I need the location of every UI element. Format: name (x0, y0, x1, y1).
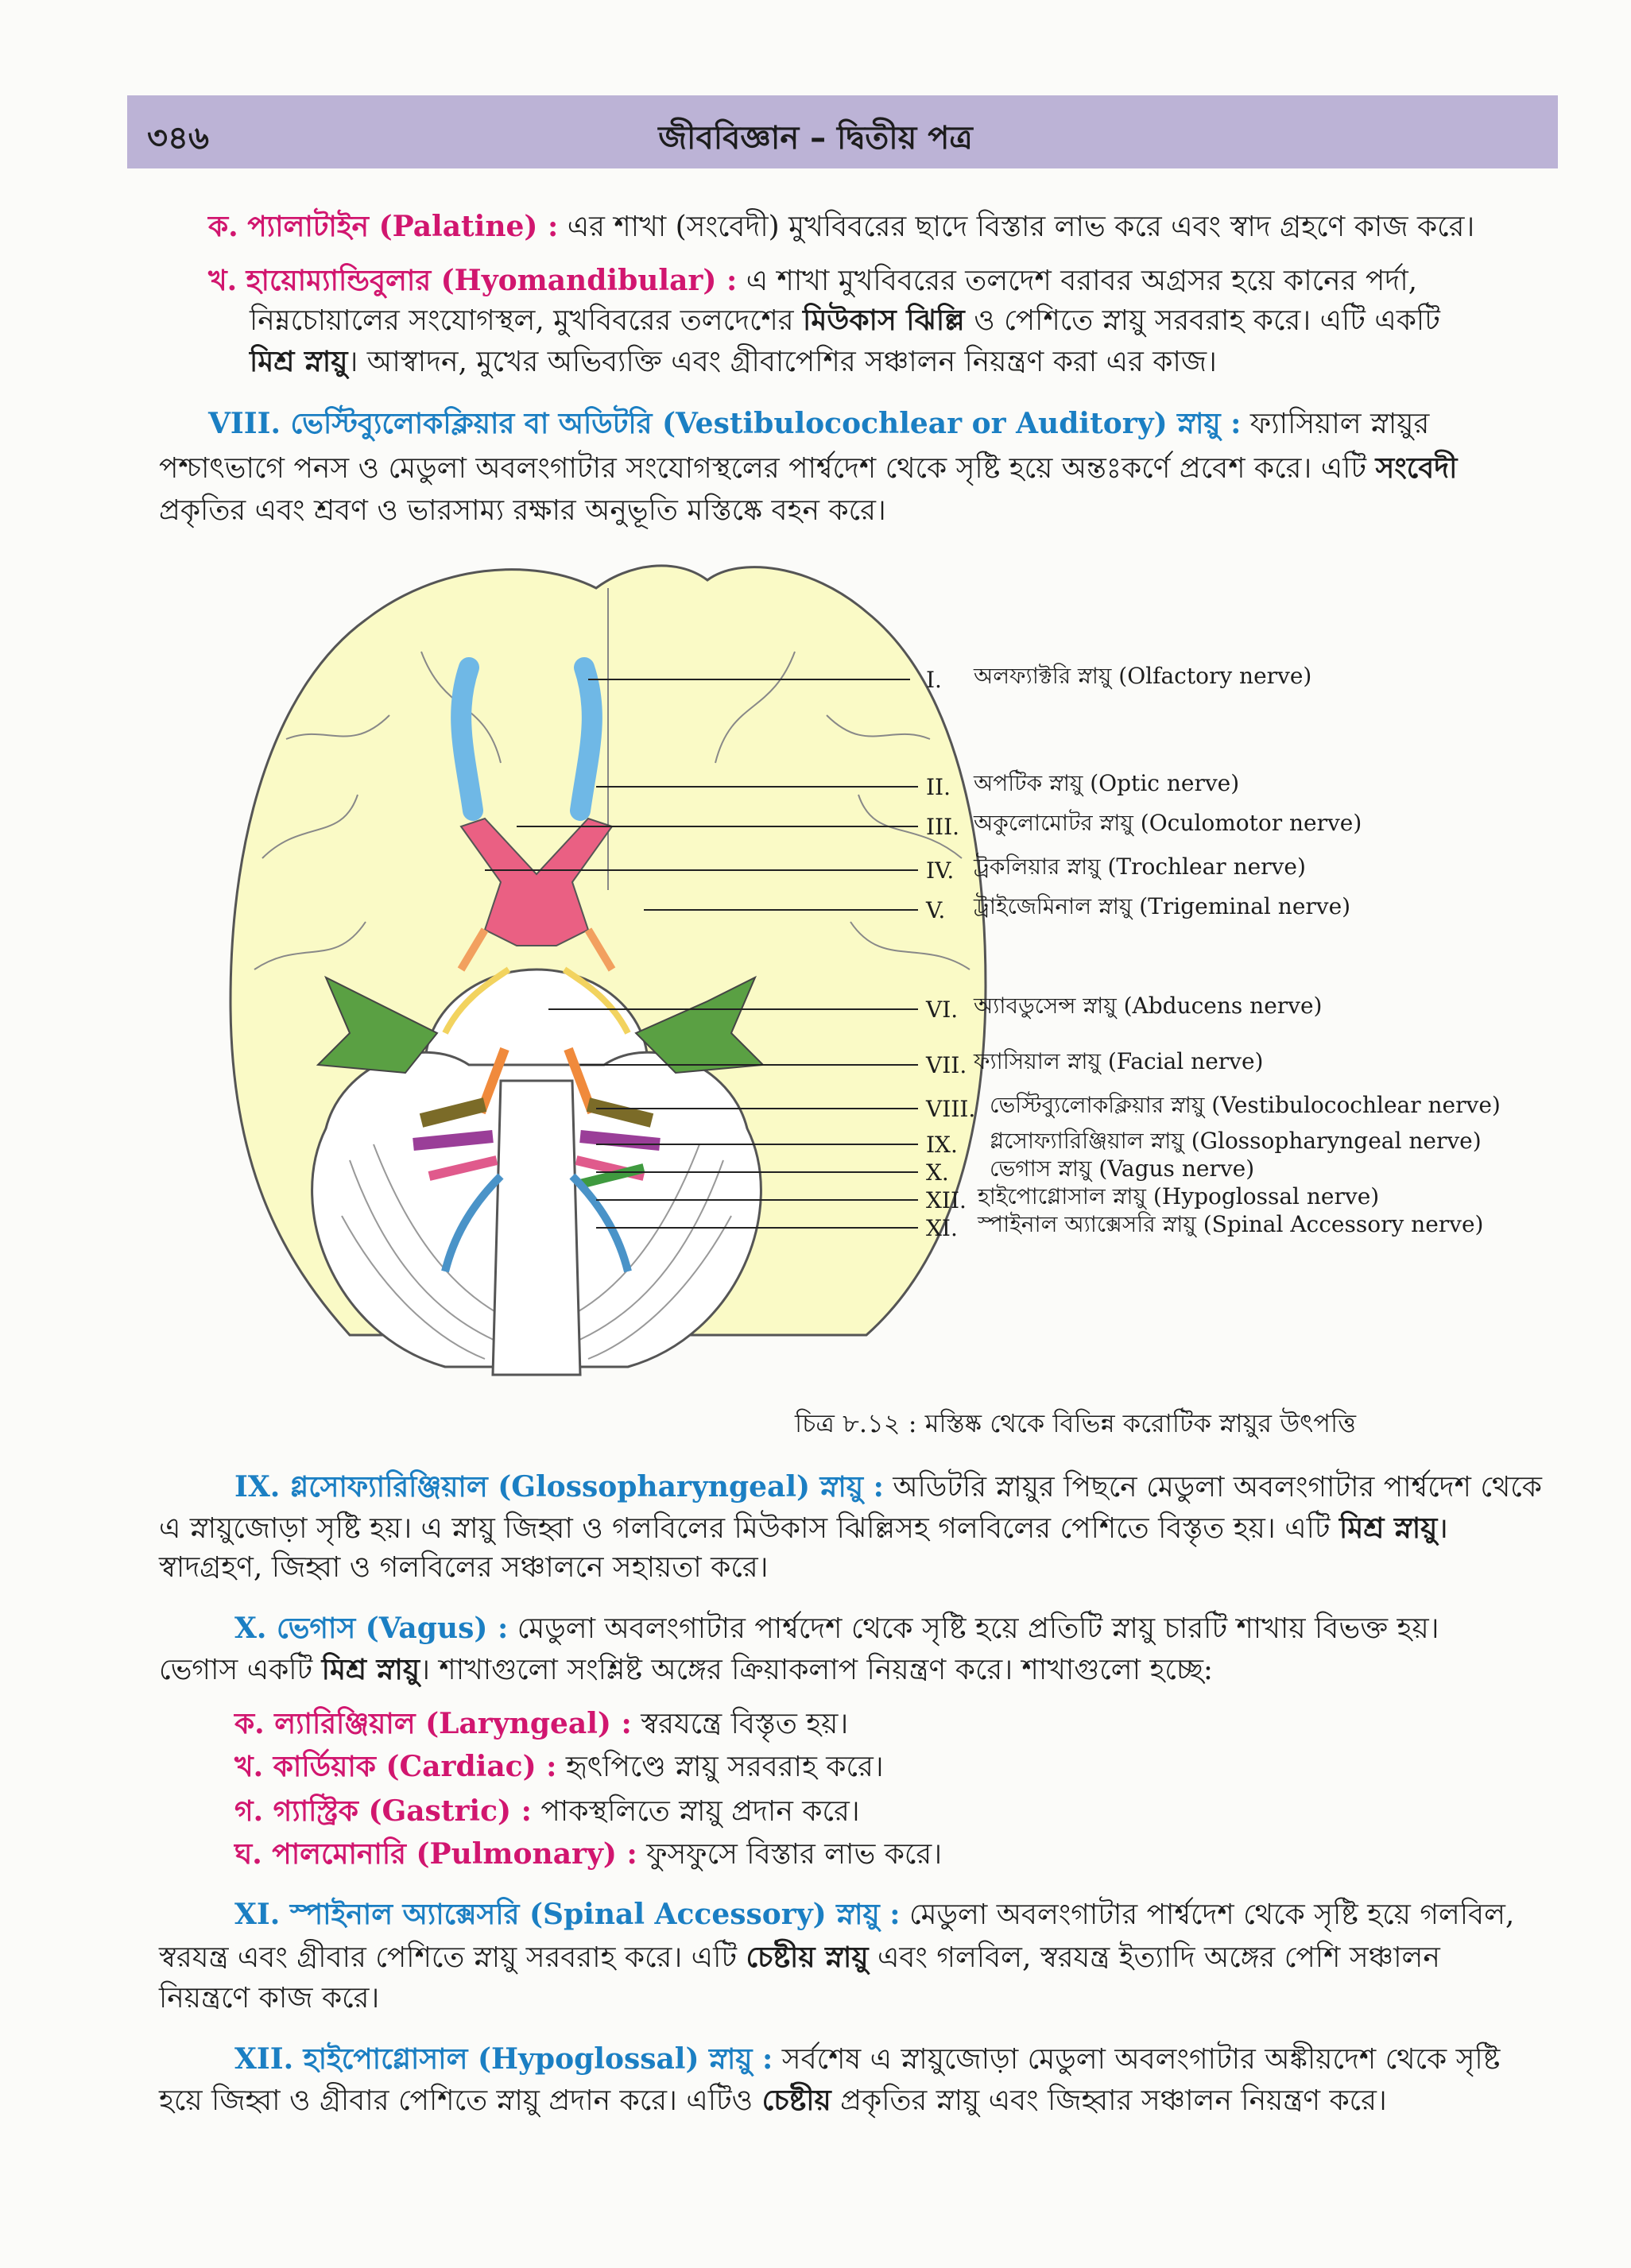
figure-caption: চিত্র ৮.১২ : মস্তিষ্ক থেকে বিভিন্ন করোটিক স্নায়ুর উৎপত্তি (795, 1408, 1356, 1438)
cardiac-name: খ. কার্ডিয়াক (Cardiac) : (234, 1750, 557, 1783)
hyo-line-1 (208, 262, 1417, 300)
label-optic-num: II. (926, 774, 951, 800)
xi-text-3: নিয়ন্ত্রণে কাজ করে। (159, 1982, 380, 2014)
hyo-label: খ. (208, 264, 238, 297)
label-spinal-accessory-text: স্পাইনাল অ্যাক্সেসরি স্নায়ু (Spinal Accessory nerve) (978, 1211, 1484, 1237)
x-branch-cardiac (234, 1748, 884, 1786)
viii-text-2b: সংবেদী (1375, 451, 1458, 485)
hyo-line-3 (250, 343, 1217, 381)
gastric-text: পাকস্থলিতে স্নায়ু প্রদান করে। (540, 1795, 860, 1828)
label-trigeminal-text: ট্রাইজেমিনাল স্নায়ু (Trigeminal nerve) (974, 893, 1351, 919)
pulmonary-text: ফুসফুসে বিস্তার লাভ করে। (646, 1838, 943, 1871)
xii-heading: XII. হাইপোগ্লোসাল (Hypoglossal) স্নায়ু : (234, 2042, 773, 2076)
hyo-text-2b: মিউকাস ঝিল্লি (803, 304, 965, 337)
laryngeal-name: ক. ল্যারিঞ্জিয়াল (Laryngeal) : (234, 1707, 632, 1740)
label-vagus-text: ভেগাস স্নায়ু (Vagus nerve) (990, 1155, 1255, 1182)
laryngeal-text: স্বরযন্ত্রে বিস্তৃত হয়। (641, 1708, 849, 1740)
label-trochlear-text: ট্রকলিয়ার স্নায়ু (Trochlear nerve) (974, 853, 1306, 880)
label-olfactory-num: I. (926, 667, 942, 693)
hyo-text-2a: নিম্নচোয়ালের সংযোগস্থল, মুখবিবরের তলদেশের (250, 304, 794, 337)
label-abducens-num: VI. (926, 997, 959, 1023)
x-text-1: মেডুলা অবলংগাটার পার্শ্বদেশ থেকে সৃষ্টি হয়ে প্রতিটি স্নায়ু চারটি শাখায় বিভক্ত হয়। (517, 1612, 1439, 1645)
gastric-name: গ. গ্যাস্ট্রিক (Gastric) : (234, 1794, 532, 1828)
viii-line-1 (208, 405, 1429, 443)
olfactory-right (580, 668, 592, 811)
label-glossopharyngeal-text: গ্লসোফ্যারিঞ্জিয়াল স্নায়ু (Glossopharyngeal nerve) (990, 1128, 1482, 1154)
medulla (493, 1081, 580, 1375)
x-branch-pulmonary (234, 1836, 942, 1873)
xi-text-2c: এবং গলবিল, স্বরযন্ত্র ইত্যাদি অঙ্গের পেশি সঞ্চালন (877, 1941, 1440, 1974)
viii-line-2 (159, 450, 1457, 487)
xii-line-2 (159, 2082, 1387, 2119)
palatine-label: ক. (208, 210, 238, 243)
label-facial-num: VII. (926, 1052, 967, 1078)
palatine-line (208, 208, 1474, 246)
xii-text-1: সর্বশেষ এ স্নায়ুজোড়া মেডুলা অবলংগাটার অঙ্কীয়দেশ থেকে সৃষ্টি (781, 2043, 1501, 2076)
ix-line-3 (159, 1550, 769, 1586)
xii-line-1 (234, 2041, 1500, 2078)
palatine-text: এর শাখা (সংবেদী) মুখবিবরের ছাদে বিস্তার লাভ করে এবং স্বাদ গ্রহণে কাজ করে। (567, 211, 1475, 243)
palatine-name: প্যালাটাইন (Palatine) : (247, 210, 559, 243)
label-oculomotor-num: III. (926, 814, 960, 840)
xi-heading: XI. স্পাইনাল অ্যাক্সেসরি (Spinal Accessory) স্নায়ু : (234, 1898, 901, 1931)
label-glossopharyngeal-num: IX. (926, 1132, 958, 1158)
ix-heading: IX. গ্লসোফ্যারিঞ্জিয়াল (Glossopharyngeal) স্নায়ু : (234, 1470, 884, 1504)
olfactory-left (461, 668, 473, 811)
ix-text-2c: । (1437, 1512, 1449, 1545)
xi-text-1: মেডুলা অবলংগাটার পার্শ্বদেশ থেকে সৃষ্টি হয়ে গলবিল, (908, 1898, 1515, 1931)
cardiac-text: হৃৎপিণ্ডে স্নায়ু সরবরাহ করে। (565, 1751, 884, 1783)
xi-line-2 (159, 1939, 1440, 1976)
hyo-text-2c: ও পেশিতে স্নায়ু সরবরাহ করে। এটি একটি (974, 304, 1440, 337)
page-title: জীববিজ্ঞান – দ্বিতীয় পত্র (658, 120, 973, 157)
x-branch-gastric (234, 1793, 860, 1830)
ix-text-2a: এ স্নায়ুজোড়া সৃষ্টি হয়। এ স্নায়ু জিহ্বা ও গলবিলের মিউকাস ঝিল্লিসহ গলবিলের পেশিতে বিস্তৃত হয়। এটি (159, 1512, 1331, 1545)
page-number: ৩৪৬ (147, 120, 209, 157)
xi-text-2a: স্বরযন্ত্র এবং গ্রীবার পেশিতে স্নায়ু সরবরাহ করে। এটি (159, 1941, 737, 1974)
x-heading: X. ভেগাস (Vagus) : (234, 1612, 509, 1645)
ix-text-2b: মিশ্র স্নায়ু (1339, 1511, 1438, 1545)
xi-line-1 (234, 1896, 1514, 1933)
xi-text-2b: চেষ্টীয় স্নায়ু (746, 1941, 869, 1974)
xi-line-3 (159, 1980, 379, 2017)
hyo-name: হায়োম্যান্ডিবুলার (Hyomandibular) : (246, 264, 738, 297)
label-oculomotor-text: অকুলোমোটর স্নায়ু (Oculomotor nerve) (974, 810, 1362, 836)
viii-text-1: ফ্যাসিয়াল স্নায়ুর (1249, 408, 1430, 440)
hyo-text-3b: । আস্বাদন, মুখের অভিব্যক্তি এবং গ্রীবাপেশির সঞ্চালন নিয়ন্ত্রণ করা এর কাজ। (347, 346, 1217, 378)
viii-heading: VIII. ভেস্টিব্যুলোকক্লিয়ার বা অডিটরি (Vestibulocochlear or Auditory) স্নায়ু : (208, 407, 1242, 440)
x-text-2c: । শাখাগুলো সংশ্লিষ্ট অঙ্গের ক্রিয়াকলাপ নিয়ন্ত্রণ করে। শাখাগুলো হচ্ছে: (420, 1654, 1214, 1686)
x-line-1 (234, 1610, 1439, 1647)
label-vagus-num: X. (926, 1159, 949, 1186)
x-text-2b: মিশ্র স্নায়ু (321, 1653, 420, 1686)
hyo-line-2 (250, 302, 1440, 339)
x-line-2 (159, 1651, 1213, 1689)
x-branch-laryngeal (234, 1705, 848, 1743)
label-spinal-accessory-num: XI. (926, 1215, 958, 1241)
glossopharyngeal-right (580, 1136, 660, 1144)
label-facial-text: ফ্যাসিয়াল স্নায়ু (Facial nerve) (974, 1048, 1264, 1074)
label-trigeminal-num: V. (926, 897, 946, 923)
hyo-text-3a: মিশ্র স্নায়ু (250, 345, 348, 378)
label-trochlear-num: IV. (926, 857, 955, 884)
ix-line-1 (234, 1469, 1542, 1506)
label-abducens-text: অ্যাবডুসেন্স স্নায়ু (Abducens nerve) (974, 993, 1323, 1019)
label-hypoglossal-text: হাইপোগ্লোসাল স্নায়ু (Hypoglossal nerve) (978, 1183, 1380, 1209)
label-vestibulocochlear-text: ভেস্টিব্যুলোকক্লিয়ার স্নায়ু (Vestibulocochlear nerve) (990, 1092, 1501, 1118)
svg-text:I. (926, 667, 942, 693)
ix-line-2 (159, 1510, 1448, 1547)
ix-text-1: অডিটরি স্নায়ুর পিছনে মেডুলা অবলংগাটার পার্শ্বদেশ থেকে (893, 1471, 1542, 1504)
ix-text-3: স্বাদগ্রহণ, জিহ্বা ও গলবিলের সঞ্চালনে সহায়তা করে। (159, 1551, 769, 1584)
cranial-nerves-diagram (183, 556, 1566, 1415)
label-olfactory-text: অলফ্যাক্টরি স্নায়ু (Olfactory nerve) (974, 663, 1312, 689)
viii-line-3 (159, 493, 886, 529)
hyo-text-1: এ শাখা মুখবিবরের তলদেশ বরাবর অগ্রসর হয়ে কানের পর্দা, (746, 265, 1418, 297)
label-hypoglossal-num: XII. (926, 1187, 967, 1213)
viii-text-2a: পশ্চাৎভাগে পনস ও মেডুলা অবলংগাটার সংযোগস্থলের পার্শ্বদেশ থেকে সৃষ্টি হয়ে অন্তঃকর্ণে প্রবেশ করে। এটি (159, 452, 1367, 485)
glossopharyngeal-left (413, 1136, 493, 1144)
xii-text-2c: প্রকৃতির স্নায়ু এবং জিহ্বার সঞ্চালন নিয়ন্ত্রণ করে। (840, 2084, 1387, 2117)
x-text-2a: ভেগাস একটি (159, 1654, 313, 1686)
viii-text-3: প্রকৃতির এবং শ্রবণ ও ভারসাম্য রক্ষার অনুভূতি মস্তিষ্কে বহন করে। (159, 494, 886, 527)
label-vestibulocochlear-num: VIII. (926, 1096, 976, 1122)
pulmonary-name: ঘ. পালমোনারি (Pulmonary) : (234, 1837, 637, 1871)
xii-text-2b: চেষ্টীয় (761, 2084, 831, 2117)
xii-text-2a: হয়ে জিহ্বা ও গ্রীবার পেশিতে স্নায়ু প্রদান করে। এটিও (159, 2084, 754, 2117)
label-optic-text: অপটিক স্নায়ু (Optic nerve) (974, 770, 1240, 796)
nerve-labels (925, 663, 1501, 1241)
